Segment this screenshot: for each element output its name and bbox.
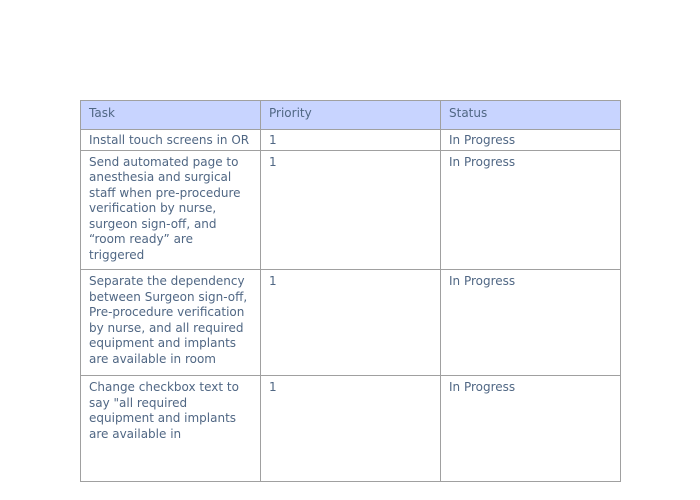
cell-priority: 1: [261, 130, 441, 151]
table-row: [81, 270, 621, 376]
cell-status: In Progress: [441, 270, 621, 376]
table-row: [81, 376, 621, 482]
cell-status: In Progress: [441, 376, 621, 482]
cell-priority: 1: [261, 150, 441, 270]
cell-task: Separate the dependency between Surgeon sign-off, Pre-procedure verification by nurse, and all required equipment and implants are available in room: [81, 270, 261, 376]
cell-priority: 1: [261, 270, 441, 376]
cell-priority: 1: [261, 376, 441, 482]
cell-task: Install touch screens in OR: [81, 130, 261, 151]
header-task: Task: [81, 101, 261, 130]
cell-status: In Progress: [441, 130, 621, 151]
table-row: [81, 150, 621, 270]
table-viewport: [80, 100, 620, 441]
table-row: [81, 130, 621, 151]
header-status: Status: [441, 101, 621, 130]
cell-task: Change checkbox text to say "all required equipment and implants are available in: [81, 376, 261, 482]
cell-task: Send automated page to anesthesia and surgical staff when pre-procedure verification by nurse, surgeon sign-off, and “room ready” are triggered: [81, 150, 261, 270]
header-priority: Priority: [261, 101, 441, 130]
task-table: [80, 100, 621, 482]
header-row: [81, 101, 621, 130]
cell-status: In Progress: [441, 150, 621, 270]
